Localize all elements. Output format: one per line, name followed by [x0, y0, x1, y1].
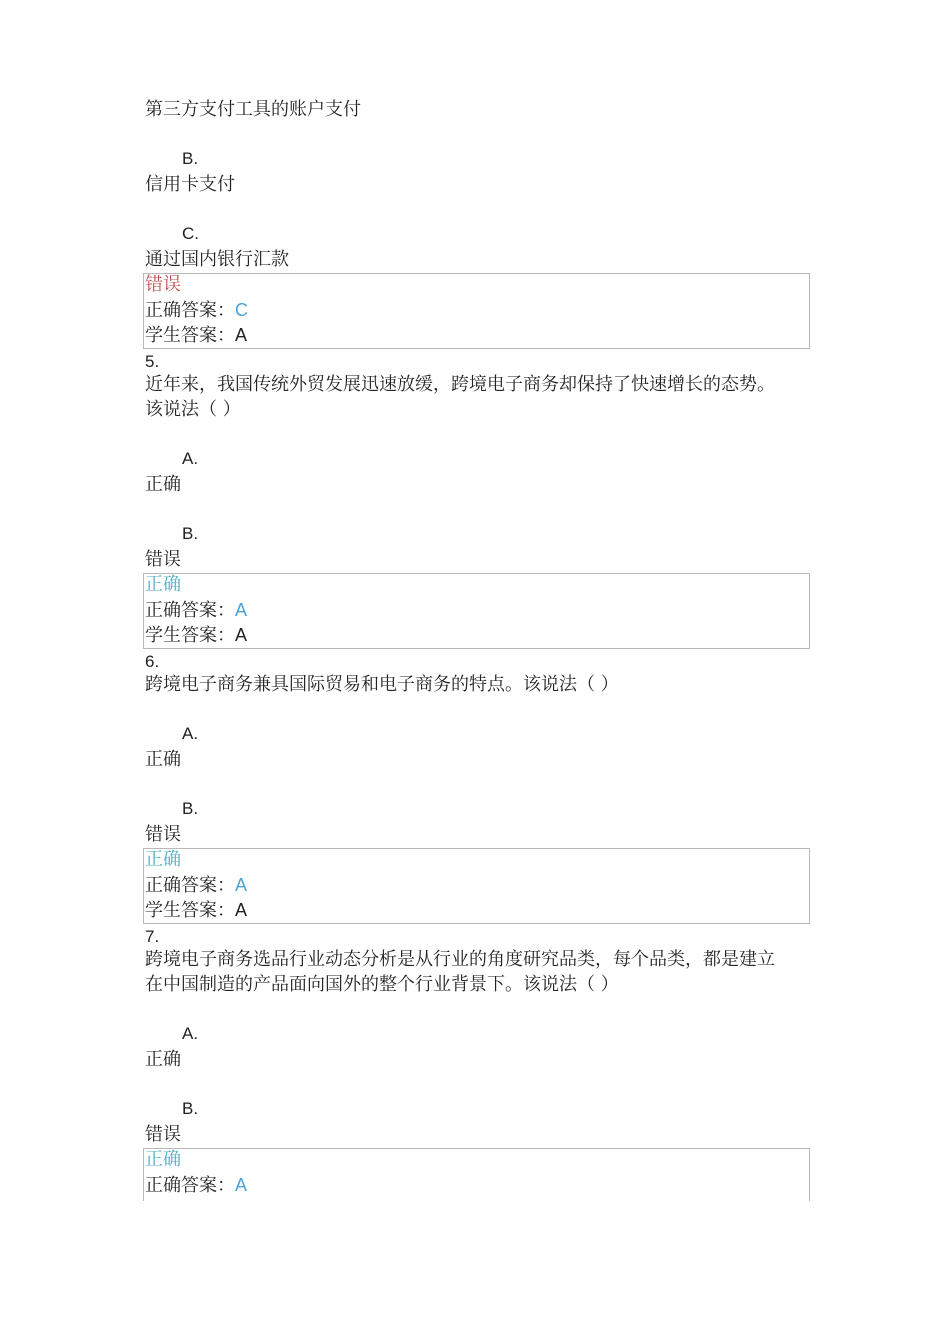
q6-correct-value: A [235, 875, 248, 895]
q6-student-label: 学生答案： [145, 900, 235, 921]
q5-student-answer [145, 623, 247, 648]
q4-result: 错误 [145, 274, 181, 295]
q5-option-b-label: B. [182, 524, 199, 543]
q6-option-a-label: A. [182, 724, 199, 743]
q6-correct-label: 正确答案： [145, 875, 235, 896]
q4-option-b-label: B. [182, 149, 199, 168]
q4-option-c-text: 通过国内银行汇款 [145, 249, 289, 270]
q5-question-line1: 近年来，我国传统外贸发展迅速放缓，跨境电子商务却保持了快速增长的态势。 [145, 374, 775, 395]
q5-result: 正确 [145, 574, 181, 595]
q4-option-b-text: 信用卡支付 [145, 174, 235, 195]
q5-correct-label: 正确答案： [145, 600, 235, 621]
q7-option-a-text: 正确 [145, 1049, 181, 1070]
q5-option-a-text: 正确 [145, 474, 181, 495]
q6-student-answer [145, 898, 247, 923]
q7-option-b-text: 错误 [145, 1124, 181, 1145]
q4-student-value: A [235, 325, 248, 345]
q4-student-label: 学生答案： [145, 325, 235, 346]
q5-student-label: 学生答案： [145, 625, 235, 646]
q7-correct-label: 正确答案： [145, 1175, 235, 1196]
q4-correct-value: C [235, 300, 248, 320]
q7-question-line1: 跨境电子商务选品行业动态分析是从行业的角度研究品类，每个品类，都是建立 [145, 949, 775, 970]
q5-number: 5. [145, 352, 160, 371]
q5-question-line2: 该说法（ ） [145, 399, 241, 420]
q6-result: 正确 [145, 849, 181, 870]
q4-correct-label: 正确答案： [145, 300, 235, 321]
q5-student-value: A [235, 625, 248, 645]
q6-option-b-text: 错误 [145, 824, 181, 845]
q6-option-b-label: B. [182, 799, 199, 818]
q6-student-value: A [235, 900, 248, 920]
q4-correct-answer [145, 298, 248, 323]
q4-option-c-label: C. [182, 224, 199, 243]
q7-result: 正确 [145, 1149, 181, 1170]
q6-correct-answer [145, 873, 247, 898]
q7-option-b-label: B. [182, 1099, 199, 1118]
q5-option-a-label: A. [182, 449, 199, 468]
q6-question-line1: 跨境电子商务兼具国际贸易和电子商务的特点。该说法（ ） [145, 674, 619, 695]
q6-option-a-text: 正确 [145, 749, 181, 770]
q7-option-a-label: A. [182, 1024, 199, 1043]
q5-option-b-text: 错误 [145, 549, 181, 570]
q7-question-line2: 在中国制造的产品面向国外的整个行业背景下。该说法（ ） [145, 974, 619, 995]
q6-number: 6. [145, 652, 160, 671]
q5-correct-answer [145, 598, 247, 623]
q4-student-answer [145, 323, 247, 348]
q7-correct-value: A [235, 1175, 248, 1195]
q7-correct-answer [145, 1173, 247, 1198]
q5-correct-value: A [235, 600, 248, 620]
q7-number: 7. [145, 927, 160, 946]
q4-option-a-text: 第三方支付工具的账户支付 [145, 99, 361, 120]
